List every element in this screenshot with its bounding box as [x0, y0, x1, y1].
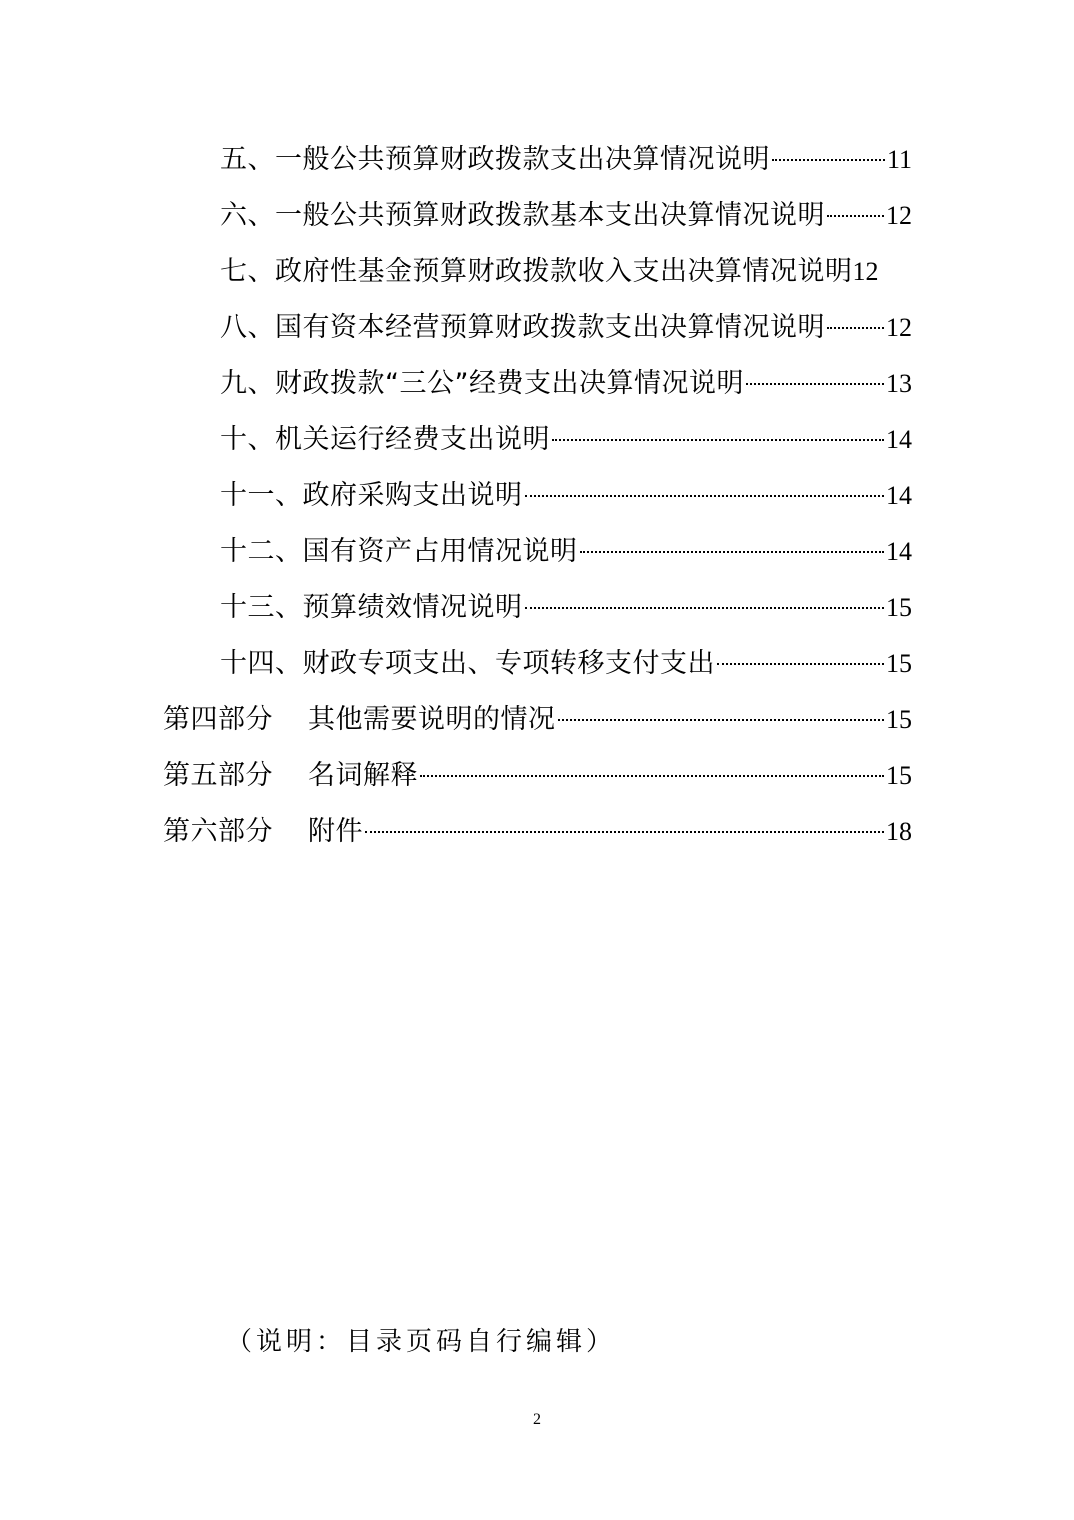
toc-leader-dots	[827, 327, 884, 329]
toc-part-page: 15	[886, 761, 912, 790]
toc-entry-title: 七、政府性基金预算财政拨款收入支出决算情况说明	[220, 256, 853, 287]
toc-entry[interactable]	[220, 196, 912, 236]
toc-entry[interactable]	[220, 588, 912, 628]
toc-entry-title: 五、一般公共预算财政拨款支出决算情况说明	[220, 144, 770, 175]
toc-part-entry[interactable]	[163, 700, 912, 740]
toc-leader-dots	[746, 383, 884, 385]
toc-part-name: 附件	[308, 816, 363, 847]
toc-leader-dots	[525, 495, 885, 497]
toc-entry-title: 十四、财政专项支出、专项转移支付支出	[220, 648, 715, 679]
toc-part-label: 第四部分	[163, 704, 273, 735]
toc-entry-title: 十三、预算绩效情况说明	[220, 592, 523, 623]
toc-entry-page: 12	[886, 313, 912, 342]
toc-entry-title: 八、国有资本经营预算财政拨款支出决算情况说明	[220, 312, 825, 343]
toc-entry-page: 12	[852, 257, 879, 286]
toc-leader-dots	[717, 663, 884, 665]
toc-entry[interactable]	[220, 644, 912, 684]
toc-entry-page: 14	[886, 425, 912, 454]
toc-entry[interactable]	[220, 476, 912, 516]
toc-part-title	[163, 812, 363, 852]
toc-part-name: 名词解释	[308, 760, 418, 791]
toc-leader-dots	[772, 159, 885, 161]
toc-entry-page: 15	[886, 649, 912, 678]
toc-entry[interactable]	[220, 364, 912, 404]
toc-entry-page: 14	[886, 537, 912, 566]
toc-entry-page: 15	[886, 593, 912, 622]
toc-note: （说明：目录页码自行编辑）	[226, 1327, 617, 1357]
toc-entry[interactable]	[220, 532, 912, 572]
toc-leader-dots	[420, 775, 884, 777]
toc-entry-title: 十二、国有资产占用情况说明	[220, 536, 578, 567]
toc-part-entry[interactable]	[163, 812, 912, 852]
toc-part-label: 第六部分	[163, 816, 273, 847]
toc-part-entry[interactable]	[163, 756, 912, 796]
toc-leader-dots	[580, 551, 885, 553]
toc-entry-page: 14	[886, 481, 912, 510]
toc-entry[interactable]	[220, 420, 912, 460]
toc-entry-title: 六、一般公共预算财政拨款基本支出决算情况说明	[220, 200, 825, 231]
toc-leader-dots	[558, 719, 885, 721]
page-number: 2	[533, 1411, 541, 1428]
toc-part-name: 其他需要说明的情况	[308, 704, 556, 735]
toc-leader-dots	[365, 831, 884, 833]
toc-entry[interactable]	[220, 252, 912, 292]
toc-part-title	[163, 700, 556, 740]
toc-part-title	[163, 756, 418, 796]
toc-leader-dots	[552, 439, 884, 441]
toc-entry[interactable]	[220, 308, 912, 348]
toc-entry-title: 九、财政拨款“三公”经费支出决算情况说明	[220, 368, 744, 399]
toc-entry-title: 十一、政府采购支出说明	[220, 480, 523, 511]
toc-entry-title: 十、机关运行经费支出说明	[220, 424, 550, 455]
toc-entry-page: 12	[886, 201, 912, 230]
toc-part-page: 15	[886, 705, 912, 734]
toc-leader-dots	[525, 607, 885, 609]
toc-leader-dots	[827, 215, 884, 217]
toc-entry-page: 11	[886, 145, 912, 174]
toc-part-label: 第五部分	[163, 760, 273, 791]
toc-part-page: 18	[886, 817, 912, 846]
toc-entry-page: 13	[886, 369, 912, 398]
toc-entry[interactable]	[220, 140, 912, 180]
